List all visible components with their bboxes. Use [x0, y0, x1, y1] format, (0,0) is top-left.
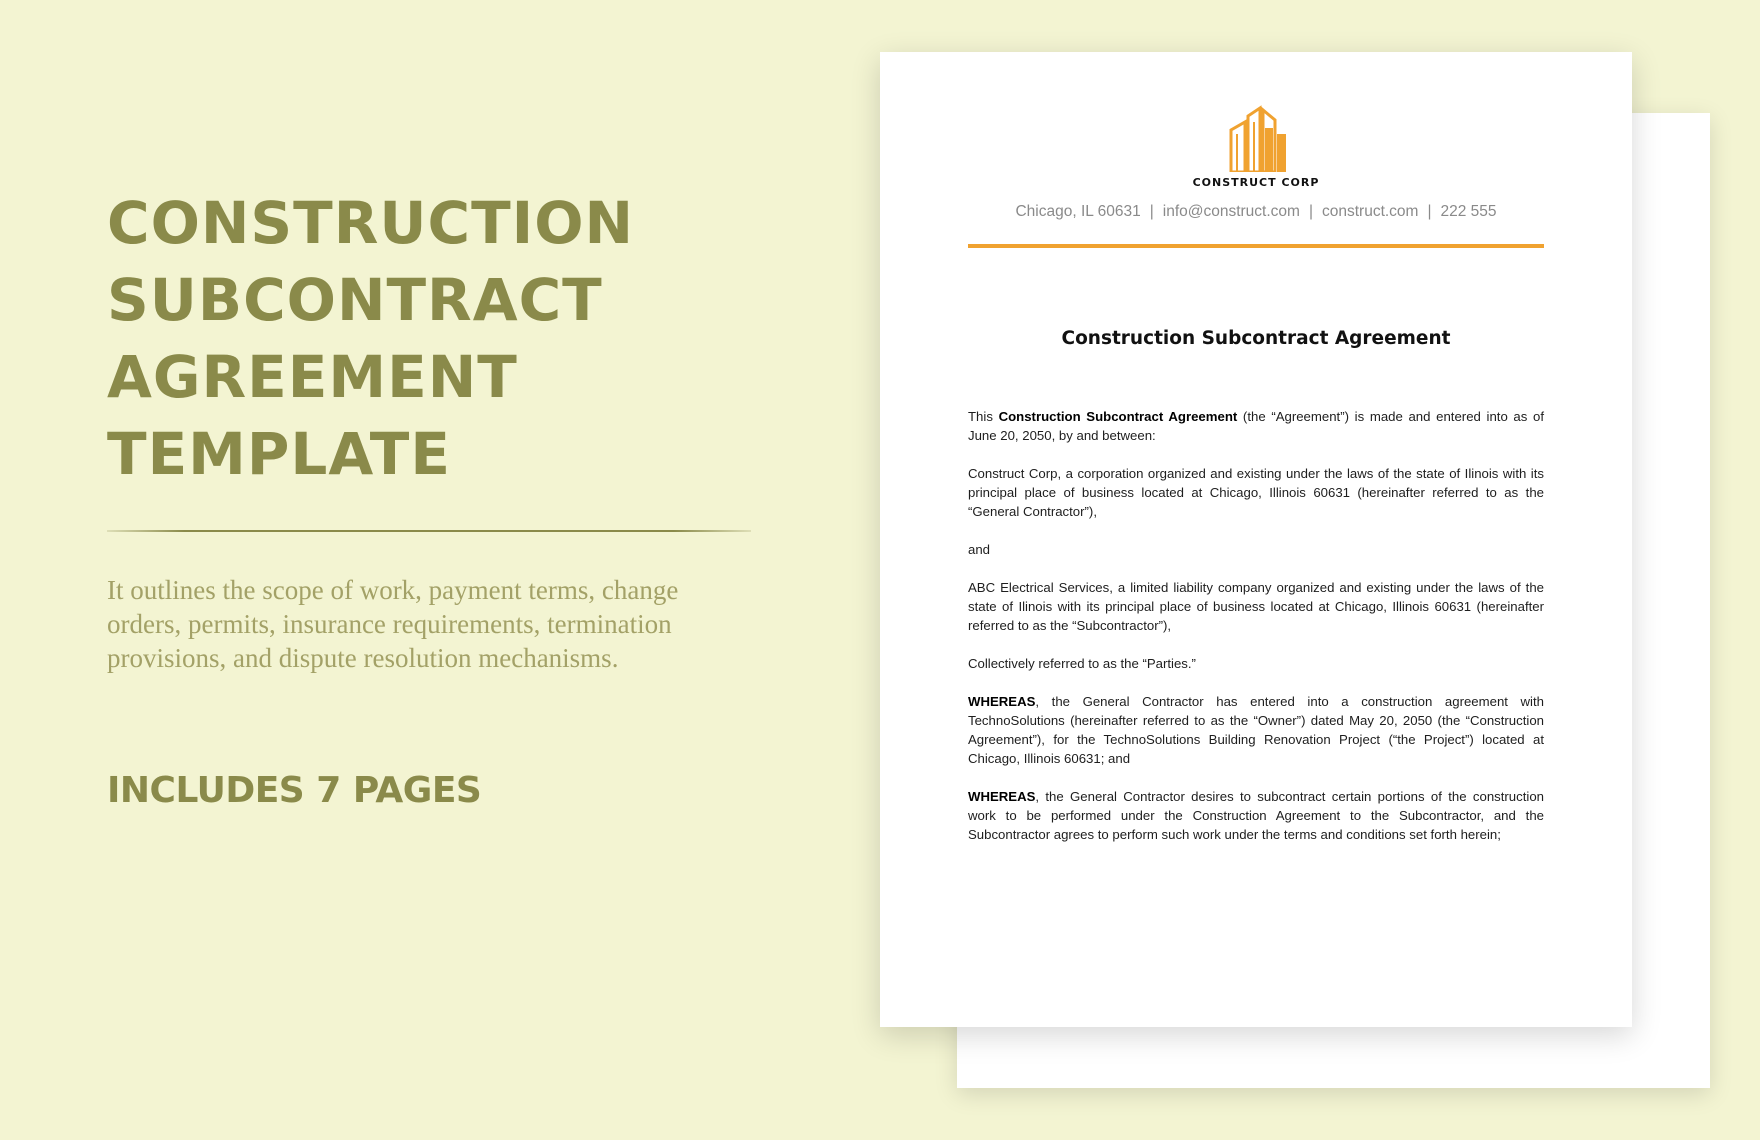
buildings-logo-icon [1225, 102, 1289, 172]
email-text: info@construct.com [1162, 203, 1300, 220]
and-paragraph: and [968, 542, 991, 557]
separator: | [1427, 203, 1432, 220]
promo-description: It outlines the scope of work, payment terms, change orders, permits, insurance requirements, termination provisions, and dispute resolution mechanisms. [107, 575, 679, 673]
contact-line [880, 203, 1632, 221]
document-title: Construction Subcontract Agreement [1061, 328, 1451, 349]
document-front-page [880, 52, 1632, 1027]
company-name: CONSTRUCT CORP [1192, 176, 1320, 189]
separator: | [1308, 203, 1313, 220]
headline-line: AGREEMENT [107, 343, 518, 411]
pages-count: INCLUDES 7 PAGES [107, 770, 482, 811]
party-two-paragraph: ABC Electrical Services, a limited liability company organized and existing under the laws of the state of Ilinois with its principal place of business located at Chicago, Illinois 60631 (hereinafter referred to as the “Subcontractor”), [968, 580, 1544, 633]
whereas-paragraph: WHEREAS, the General Contractor has entered into a construction agreement with TechnoSolutions (hereinafter referred to as the “Owner”) dated May 20, 2050 (the “Construction Agreement”), for the TechnoSolutions Building Renovation Project (“the Project”) located at Chicago, Illinois 60631; and [968, 694, 1544, 766]
address-text: Chicago, IL 60631 [1015, 203, 1141, 220]
headline-line: SUBCONTRACT [107, 266, 603, 334]
document-body [968, 407, 1544, 863]
header-rule [968, 244, 1544, 248]
website-text: construct.com [1321, 203, 1419, 220]
headline-line: CONSTRUCTION [107, 189, 635, 257]
promo-headline [107, 185, 634, 493]
parties-paragraph: Collectively referred to as the “Parties.” [968, 656, 1196, 671]
phone-text: 222 555 [1440, 203, 1497, 220]
divider [107, 530, 751, 532]
separator: | [1149, 203, 1154, 220]
party-one-paragraph: Construct Corp, a corporation organized and existing under the laws of the state of Ilinois with its principal place of business located at Chicago, Illinois 60631 (hereinafter referred to as the “General Contractor”), [968, 466, 1544, 519]
intro-paragraph: This Construction Subcontract Agreement (the “Agreement”) is made and entered into as of June 20, 2050, by and between: [968, 409, 1545, 443]
headline-line: TEMPLATE [107, 420, 451, 488]
whereas-paragraph: WHEREAS, the General Contractor desires to subcontract certain portions of the construction work to be performed under the Construction Agreement to the Subcontractor, and the Subcontractor agrees to perform such work under the terms and conditions set forth herein; [968, 789, 1544, 842]
